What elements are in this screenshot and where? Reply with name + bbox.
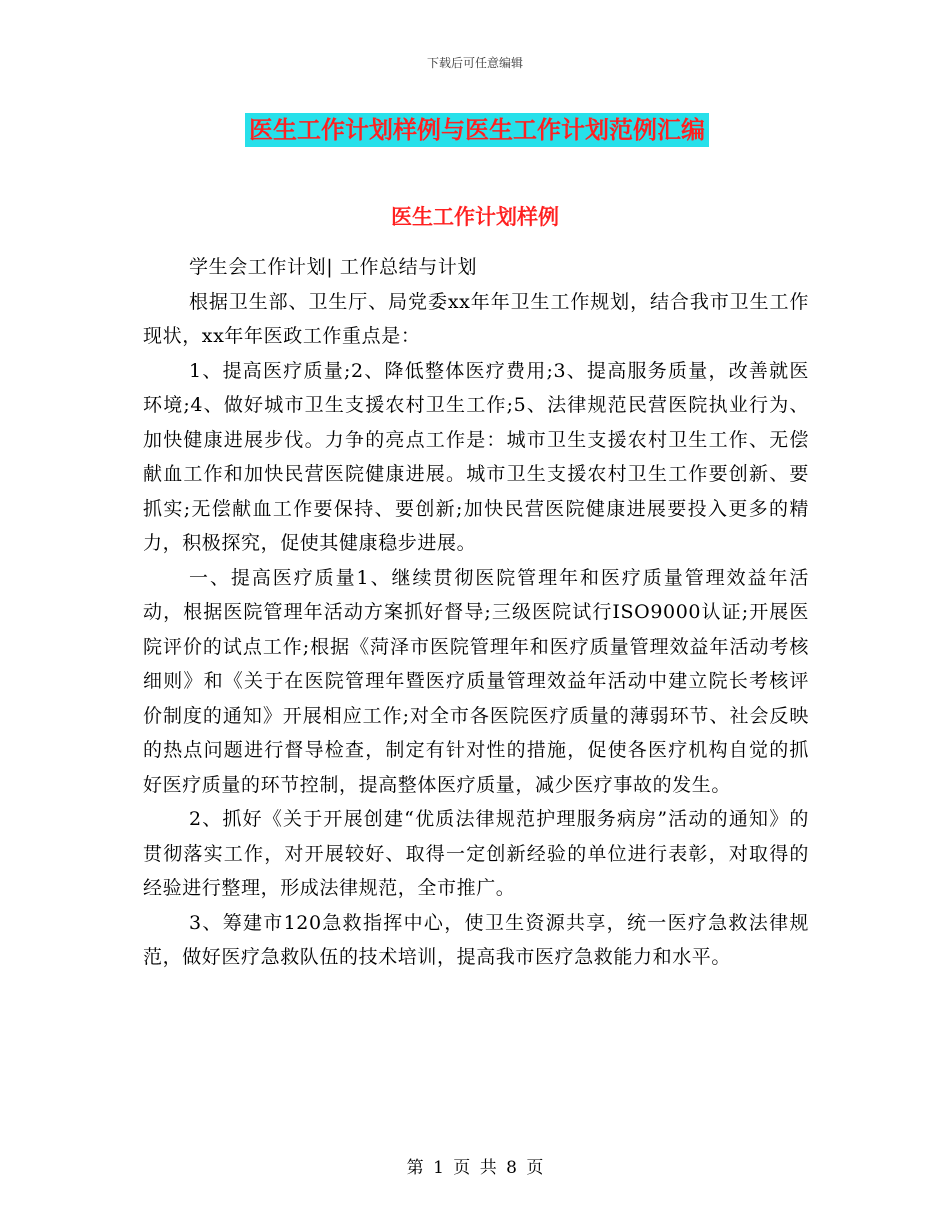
paragraph: 一、提高医疗质量1、继续贯彻医院管理年和医疗质量管理效益年活动，根据医院管理年活动方案抓好督导;三级医院试行ISO9000认证;开展医院评价的试点工作;根据《菏泽市医院管理年和医疗质量管理效益年活动考核细则》和《关于在医院管理年暨医疗质量管理效益年活动中建立院长考核评价制度的通知》开展相应工作;对全市各医院医疗质量的薄弱环节、社会反映的热点问题进行督导检查，制定有针对性的措施，促使各医疗机构自觉的抓好医疗质量的环节控制，提高整体医疗质量，减少医疗事故的发生。: [143, 566, 809, 796]
document-body: [143, 250, 809, 975]
section-title: 医生工作计划样例: [391, 205, 559, 229]
page-header: 下载后可任意编辑: [426, 56, 523, 70]
paragraph: 3、筹建市120急救指挥中心，使卫生资源共享，统一医疗急救法律规范，做好医疗急救队伍的技术培训，提高我市医疗急救能力和水平。: [143, 911, 809, 968]
paragraph: 2、抓好《关于开展创建“优质法律规范护理服务病房”活动的通知》的贯彻落实工作，对开展较好、取得一定创新经验的单位进行表彰，对取得的经验进行整理，形成法律规范，全市推广。: [143, 808, 809, 899]
paragraph: 根据卫生部、卫生厅、局党委xx年年卫生工作规划，结合我市卫生工作现状，xx年年医政工作重点是：: [143, 290, 809, 347]
page-footer: 第 1 页 共 8 页: [406, 1158, 544, 1178]
paragraph: 学生会工作计划| 工作总结与计划: [189, 256, 478, 278]
paragraph: 1、提高医疗质量;2、降低整体医疗费用;3、提高服务质量，改善就医环境;4、做好城市卫生支援农村卫生工作;5、法律规范民营医院执业行为、加快健康进展步伐。力争的亮点工作是：城市卫生支援农村卫生工作、无偿献血工作和加快民营医院健康进展。城市卫生支援农村卫生工作要创新、要抓实;无偿献血工作要保持、要创新;加快民营医院健康进展要投入更多的精力，积极探究，促使其健康稳步进展。: [143, 359, 809, 554]
document-title: 医生工作计划样例与医生工作计划范例汇编: [245, 113, 709, 147]
